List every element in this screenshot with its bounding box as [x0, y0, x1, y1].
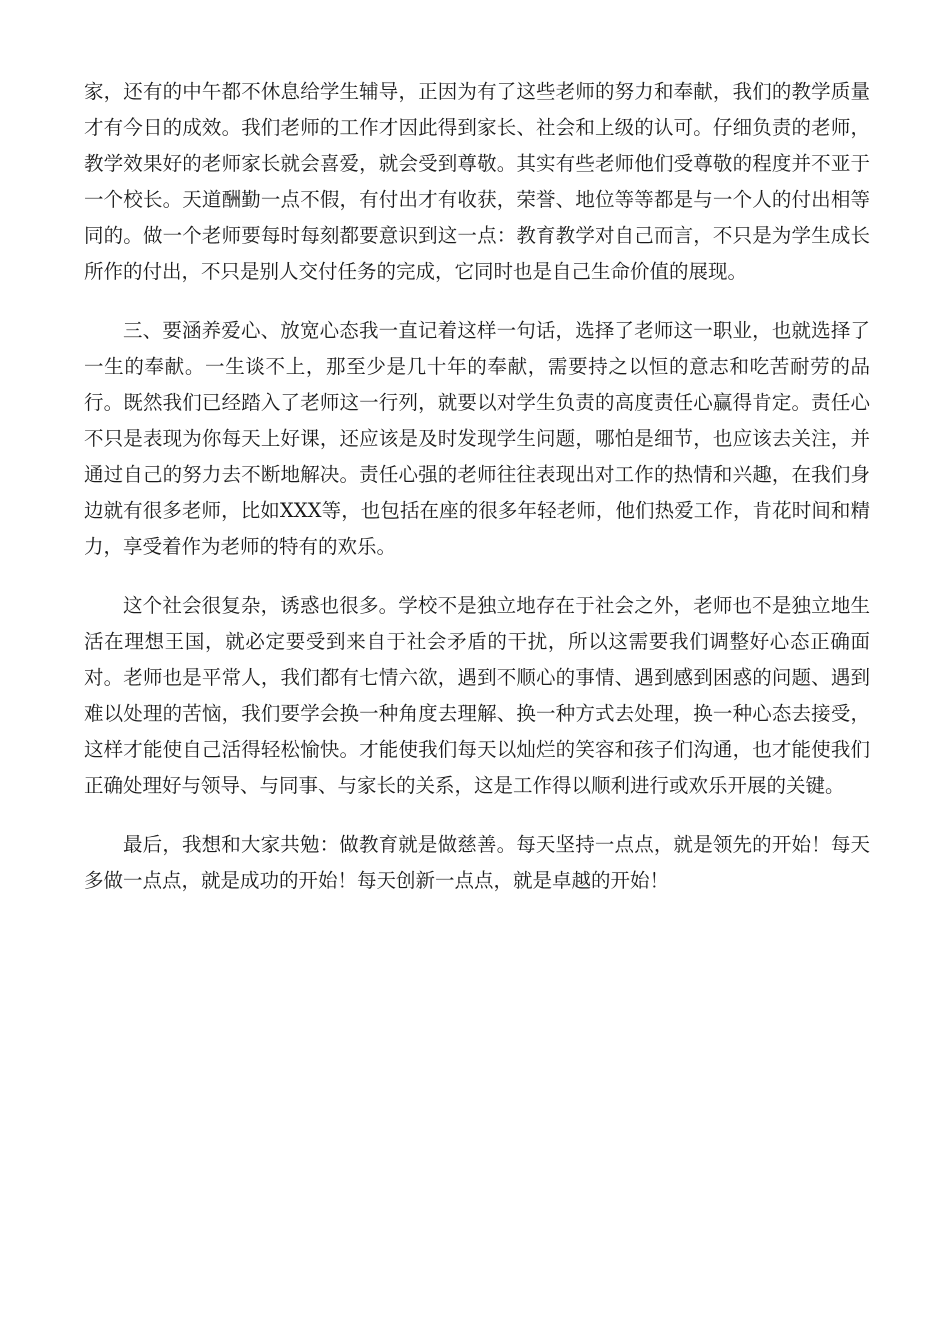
- paragraph-section-three: 三、要涵养爱心、放宽心态我一直记着这样一句话，选择了老师这一职业，也就选择了一生的奉献。一生谈不上，那至少是几十年的奉献，需要持之以恒的意志和吃苦耐劳的品行。既然我们已经踏入了老师这一行列，就要以对学生负责的高度责任心赢得肯定。责任心不只是表现为你每天上好课，还应该是及时发现学生问题，哪怕是细节，也应该去关注，并通过自己的努力去不断地解决。责任心强的老师往往表现出对工作的热情和兴趣，在我们身边就有很多老师，比如XXX等，也包括在座的很多年轻老师，他们热爱工作，肯花时间和精力，享受着作为老师的特有的欢乐。: [84, 319, 870, 558]
- paragraph-continuation: 家，还有的中午都不休息给学生辅导，正因为有了这些老师的努力和奉献，我们的教学质量才有今日的成效。我们老师的工作才因此得到家长、社会和上级的认可。仔细负责的老师，教学效果好的老师家长就会喜爱，就会受到尊敬。其实有些老师他们受尊敬的程度并不亚于一个校长。天道酬勤一点不假，有付出才有收获，荣誉、地位等等都是与一个人的付出相等同的。做一个老师要每时每刻都要意识到这一点：教育教学对自己而言，不只是为学生成长所作的付出，不只是别人交付任务的完成，它同时也是自己生命价值的展现。: [84, 80, 870, 283]
- paragraph-conclusion: 最后，我想和大家共勉：做教育就是做慈善。每天坚持一点点，就是领先的开始！每天多做一点点，就是成功的开始！每天创新一点点，就是卓越的开始！: [84, 833, 870, 892]
- paragraph-society: 这个社会很复杂，诱惑也很多。学校不是独立地存在于社会之外，老师也不是独立地生活在理想王国，就必定要受到来自于社会矛盾的干扰，所以这需要我们调整好心态正确面对。老师也是平常人，我们都有七情六欲，遇到不顺心的事情、遇到感到困惑的问题、遇到难以处理的苦恼，我们要学会换一种角度去理解、换一种方式去处理，换一种心态去接受，这样才能使自己活得轻松愉快。才能使我们每天以灿烂的笑容和孩子们沟通，也才能使我们正确处理好与领导、与同事、与家长的关系，这是工作得以顺利进行或欢乐开展的关键。: [84, 594, 870, 797]
- document-page: [84, 74, 870, 922]
